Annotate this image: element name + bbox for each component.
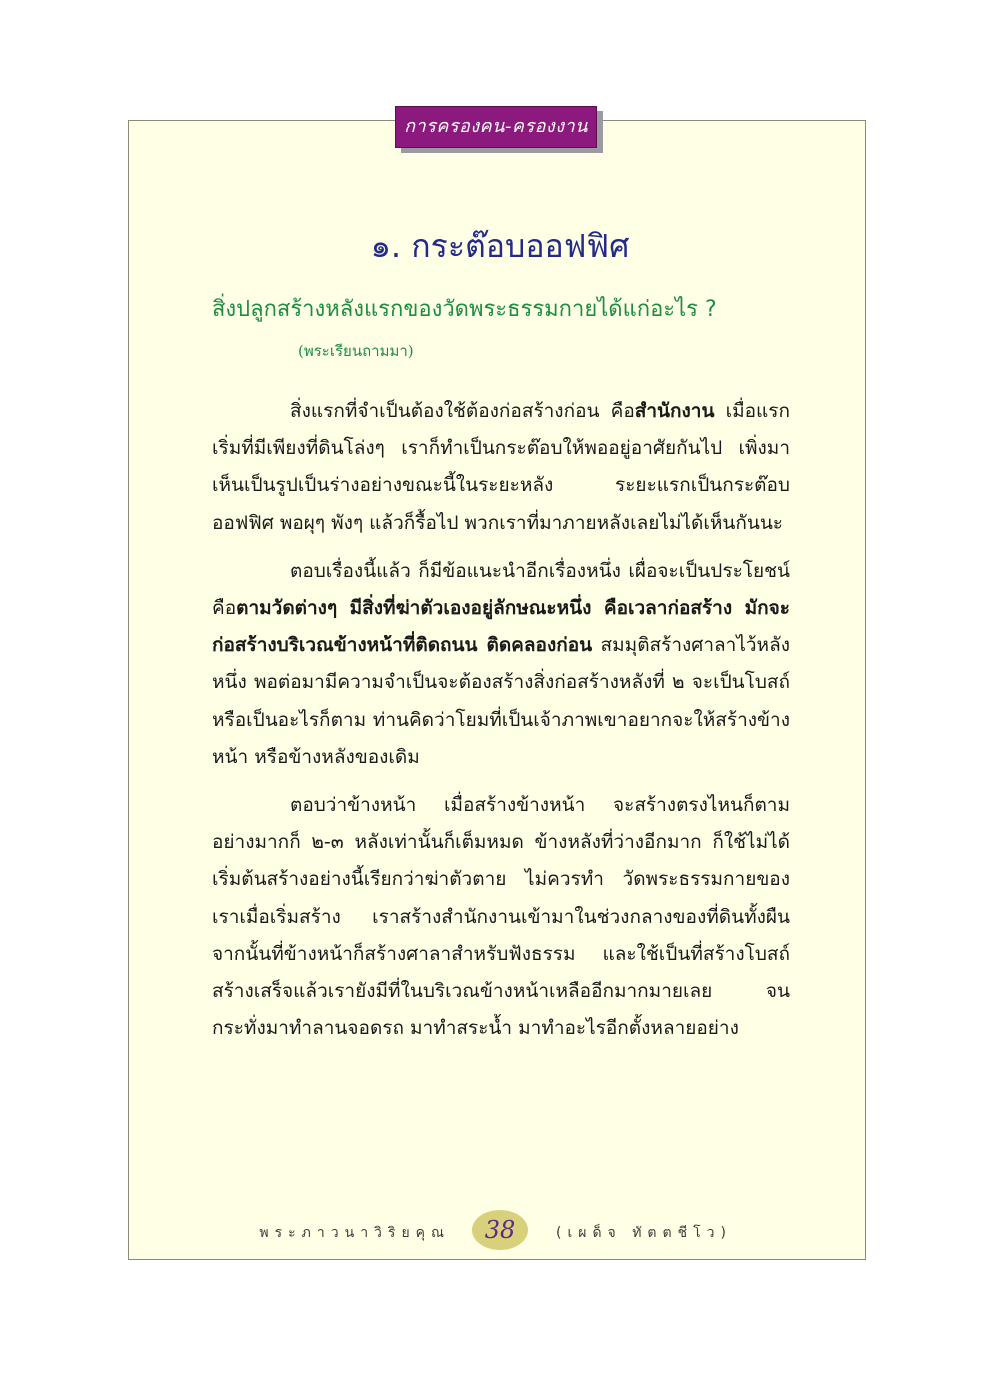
paragraph-3 — [212, 787, 790, 1047]
body-text — [212, 393, 790, 1058]
footer-author: (เผด็จ ทัตตชีโว) — [556, 1225, 732, 1241]
question-heading: สิ่งปลูกสร้างหลังแรกของวัดพระธรรมกายได้แก่อะไร ? — [212, 297, 717, 322]
section-header-tab: การครองคน-ครองงาน — [395, 106, 597, 148]
page-number-badge: 38 — [472, 1210, 528, 1250]
paragraph-1-bold: สำนักงาน — [634, 400, 715, 422]
paragraph-1-start: สิ่งแรกที่จำเป็นต้องใช้ต้องก่อสร้างก่อน คือ — [290, 400, 635, 422]
question-asker: (พระเรียนถามมา) — [298, 342, 414, 360]
paragraph-3-text: ตอบว่าข้างหน้า เมื่อสร้างข้างหน้า จะสร้างตรงไหนก็ตาม อย่างมากก็ ๒-๓ หลังเท่านั้นก็เต็มหมด ข้างหลังที่ว่างอีกมาก ก็ใช้ไม่ได้ เริ่มต้นสร้างอย่างนี้เรียกว่าฆ่าตัวตาย ไม่ควรทำ วัดพระธรรมกายของเราเมื่อเริ่มสร้าง เราสร้างสำนักงานเข้ามาในช่วงกลางของที่ดินทั้งผืน จากนั้นที่ข้างหน้าก็สร้างศาลาสำหรับฟังธรรม และใช้เป็นที่สร้างโบสถ์ สร้างเสร็จแล้วเรายังมีที่ในบริเวณข้างหน้าเหลืออีกมากมายเลย จนกระทั่งมาทำลานจอดรถ มาทำสระน้ำ มาทำอะไรอีกตั้งหลายอย่าง — [212, 794, 790, 1040]
paragraph-2-start: ตอบเรื่องนี้แล้ว ก็มีข้อแนะนำอีกเรื่องหนึ่ง เผื่อจะเป็นประโยชน์ คือ — [212, 559, 790, 620]
paragraph-2-rest: สมมุติสร้างศาลาไว้หลังหนึ่ง พอต่อมามีความจำเป็นจะต้องสร้างสิ่งก่อสร้างหลังที่ ๒ จะเป็นโบสถ์หรือเป็นอะไรก็ตาม ท่านคิดว่าโยมที่เป็นเจ้าภาพเขาอยากจะให้สร้างข้างหน้า หรือข้างหลังของเดิม — [212, 634, 790, 768]
footer-book-title: พระภาวนาวิริยคุณ — [259, 1225, 450, 1241]
paragraph-2-bold: ตามวัดต่างๆ มีสิ่งที่ฆ่าตัวเองอยู่ลักษณะหนึ่ง คือเวลาก่อสร้าง มักจะก่อสร้างบริเวณข้างหน้าที่ติดถนน ติดคลองก่อน — [212, 597, 790, 657]
chapter-title: ๑. กระต๊อบออฟฟิศ — [370, 227, 630, 265]
paragraph-1-rest: เมื่อแรกเริ่มที่มีเพียงที่ดินโล่งๆ เราก็ทำเป็นกระต๊อบให้พออยู่อาศัยกันไป เพิ่งมาเห็นเป็นรูปเป็นร่างอย่างขณะนี้ในระยะหลัง ระยะแรกเป็นกระต๊อบออฟฟิศ พอผุๆ พังๆ แล้วก็รื้อไป พวกเราที่มาภายหลังเลยไม่ได้เห็นกันนะ — [212, 400, 790, 534]
paragraph-1 — [212, 393, 790, 542]
page-footer — [200, 1210, 800, 1256]
paragraph-2 — [212, 553, 790, 776]
